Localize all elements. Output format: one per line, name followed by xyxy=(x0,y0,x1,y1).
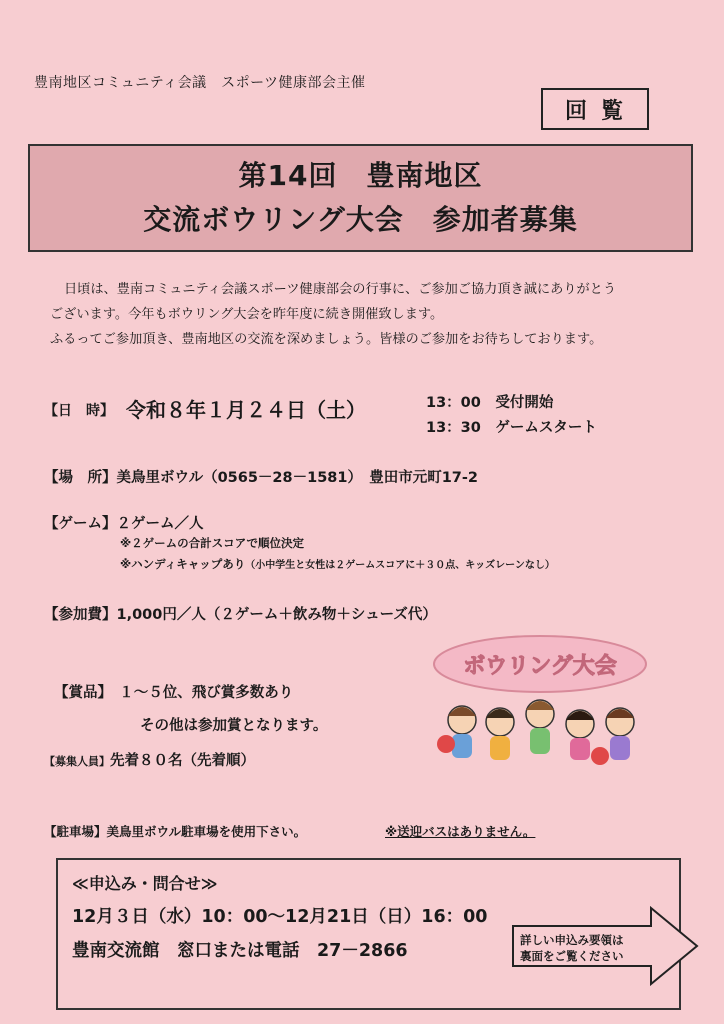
arrow-note-line-1: 詳しい申込み要領は xyxy=(520,933,624,947)
organizer-text: 豊南地区コミュニティ会議 スポーツ健康部会主催 xyxy=(34,75,366,91)
handicap-main: ※ハンディキャップあり xyxy=(120,557,246,571)
date-label: 【日 時】 xyxy=(44,403,114,419)
prize-value: １～５位、飛び賞多数あり xyxy=(119,685,294,701)
date-value: 令和８年１月２４日（土） xyxy=(126,398,366,422)
title-line-2: 交流ボウリング大会 参加者募集 xyxy=(143,203,578,236)
intro-paragraph xyxy=(50,277,695,352)
intro-line-1: 日頃は、豊南コミュニティ会議スポーツ健康部会の行事に、ご参加ご協力頂き誠にありがとう xyxy=(64,282,617,297)
fee-label: 【参加費】 xyxy=(44,607,117,623)
parking-label: 【駐車場】 xyxy=(44,824,107,839)
reception-time: 13：00 受付開始 xyxy=(426,395,554,411)
prize-row xyxy=(54,681,293,702)
people-group xyxy=(437,700,634,765)
fee-value: 1,000円／人（２ゲーム＋飲み物＋シューズ代） xyxy=(116,607,437,623)
fee-row xyxy=(44,603,437,624)
intro-line-2: ございます。今年もボウリング大会を昨年度に続き開催致します。 xyxy=(50,307,444,322)
apply-dates: 12月３日（水）10：00～12月21日（日）16：00 xyxy=(72,907,488,927)
parking-value: 美鳥里ボウル駐車場を使用下さい。 xyxy=(106,824,307,839)
recruit-row xyxy=(44,749,255,770)
recruit-value: 先着８０名（先着順） xyxy=(110,753,255,769)
arrow-note xyxy=(520,932,660,964)
circulation-box: 回覧 xyxy=(541,88,649,130)
parking-row xyxy=(44,822,306,840)
title-line-1: 第14回 豊南地区 xyxy=(238,159,483,192)
apply-title: ≪申込み・問合せ≫ xyxy=(72,874,218,893)
game-note-ranking: ※２ゲームの合計スコアで順位決定 xyxy=(120,536,305,550)
place-label: 【場 所】 xyxy=(44,470,117,486)
game-label: 【ゲーム】 xyxy=(44,516,117,532)
place-value: 美鳥里ボウル（0565－28－1581） 豊田市元町17-2 xyxy=(116,470,478,486)
recruit-label: 【募集人員】 xyxy=(44,755,110,768)
prize-participation: その他は参加賞となります。 xyxy=(140,718,328,734)
place-row xyxy=(44,466,478,487)
prize-label: 【賞品】 xyxy=(54,685,105,701)
intro-line-3: ふるってご参加頂き、豊南地区の交流を深めましょう。皆様のご参加をお待ちしております。 xyxy=(50,332,603,347)
game-note-handicap xyxy=(120,556,555,572)
bus-note: ※送迎バスはありません。 xyxy=(385,824,536,839)
bowling-illustration xyxy=(432,632,652,782)
start-time: 13：30 ゲームスタート xyxy=(426,420,597,436)
handicap-detail: （小中学生と女性は２ゲームスコアに＋３０点、キッズレーンなし） xyxy=(245,560,555,571)
game-value: ２ゲーム／人 xyxy=(116,516,204,532)
game-row xyxy=(44,512,204,533)
title-box xyxy=(28,144,693,252)
banner-text: ボウリング大会 xyxy=(463,654,617,679)
apply-contact: 豊南交流館 窓口または電話 27－2866 xyxy=(72,941,408,961)
arrow-note-line-2: 裏面をご覧ください xyxy=(520,949,624,963)
